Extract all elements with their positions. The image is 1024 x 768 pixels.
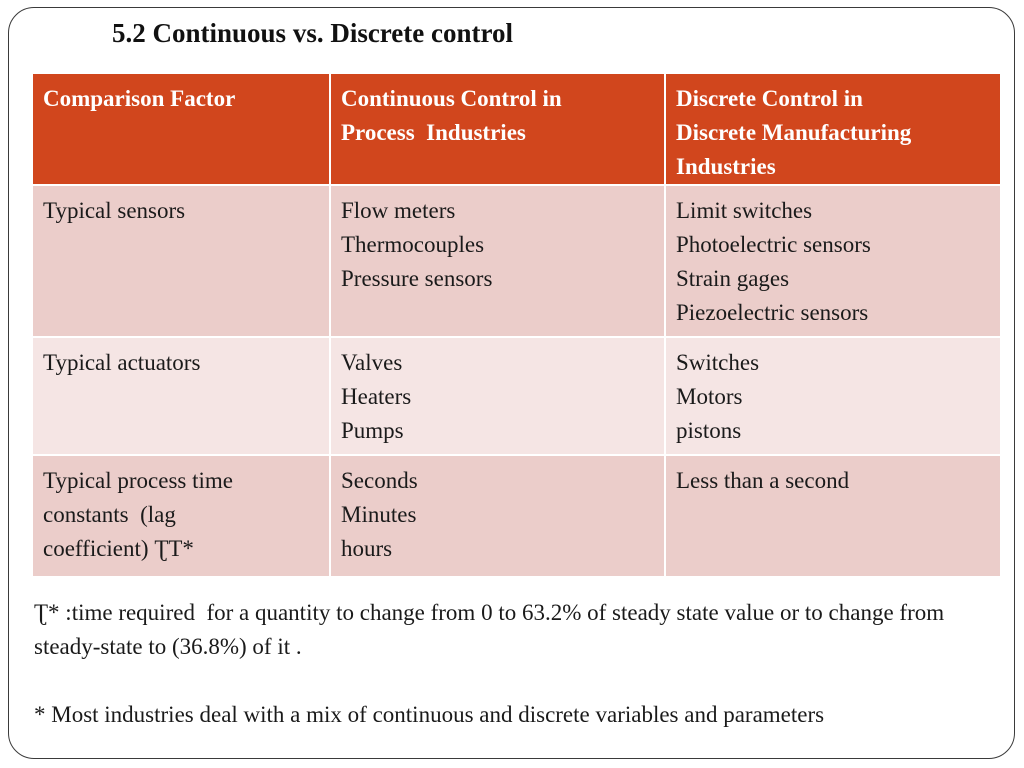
cell-discrete-sensors: Limit switches Photoelectric sensors Strain gages Piezoelectric sensors [665, 185, 1001, 337]
header-discrete-control: Discrete Control in Discrete Manufacturing Industries [665, 73, 1001, 185]
time-constant-note: Ʈ* :time required for a quantity to change from 0 to 63.2% of steady state value or to change from steady-state to (36.8%) of it . [34, 600, 950, 659]
table-header-row [32, 73, 1001, 185]
cell-continuous-sensors: Flow meters Thermocouples Pressure sensors [330, 185, 665, 337]
cell-factor-time-constants: Typical process time constants (lag coefficient) ƮT* [32, 455, 330, 577]
table-row-actuators [32, 337, 1001, 455]
header-comparison-factor: Comparison Factor [32, 73, 330, 185]
header-continuous-control: Continuous Control in Process Industries [330, 73, 665, 185]
cell-factor-actuators: Typical actuators [32, 337, 330, 455]
table-row-sensors [32, 185, 1001, 337]
slide-title: 5.2 Continuous vs. Discrete control [112, 18, 514, 48]
industry-mix-note: * Most industries deal with a mix of continuous and discrete variables and parameters [34, 702, 825, 727]
table-row-time-constants [32, 455, 1001, 577]
comparison-table [31, 72, 1002, 578]
cell-factor-sensors: Typical sensors [32, 185, 330, 337]
cell-discrete-actuators: Switches Motors pistons [665, 337, 1001, 455]
cell-continuous-actuators: Valves Heaters Pumps [330, 337, 665, 455]
cell-discrete-time-constants: Less than a second [665, 455, 1001, 577]
cell-continuous-time-constants: Seconds Minutes hours [330, 455, 665, 577]
